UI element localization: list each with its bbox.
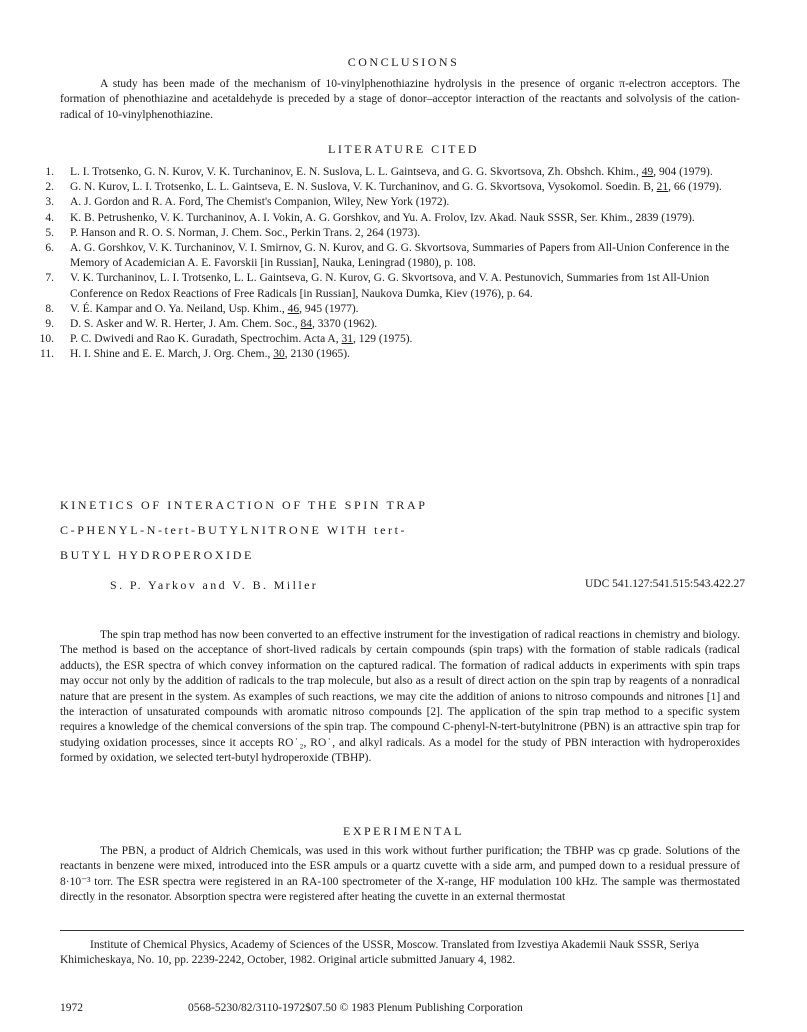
reference-number: 2. <box>45 181 54 194</box>
reference-body: P. C. Dwivedi and Rao K. Guradath, Spectrochim. Acta A, <box>70 333 342 346</box>
reference-pages: , 2130 (1965). <box>284 348 350 361</box>
reference-item <box>34 347 744 362</box>
reference-item <box>34 180 744 195</box>
reference-number: 4. <box>45 211 54 224</box>
reference-item <box>34 241 744 271</box>
reference-item <box>34 211 744 226</box>
reference-pages: , 945 (1977). <box>299 302 359 315</box>
footnote-rule <box>60 930 744 931</box>
reference-pages: , 3370 (1962). <box>312 318 378 331</box>
reference-number: 1. <box>45 166 54 178</box>
reference-pages: , 66 (1979). <box>668 181 722 194</box>
conclusions-heading: CONCLUSIONS <box>347 55 460 69</box>
reference-body: K. B. Petrushenko, V. K. Turchaninov, A. I. Vokin, A. G. Gorshkov, and Yu. A. Frolov, Izv. Akad. Nauk SSSR, Ser. Khim., 2839 (1979). <box>70 211 695 224</box>
reference-item <box>34 317 744 332</box>
reference-number: 5. <box>45 226 54 239</box>
article-title-line-3: BUTYL HYDROPEROXIDE <box>60 548 254 562</box>
reference-body: P. Hanson and R. O. S. Norman, J. Chem. Soc., Perkin Trans. 2, 264 (1973). <box>70 226 421 239</box>
reference-text <box>70 180 744 195</box>
reference-number: 3. <box>45 196 54 209</box>
reference-body: A. J. Gordon and R. A. Ford, The Chemist's Companion, Wiley, New York (1972). <box>70 196 450 209</box>
article-title-line-1: KINETICS OF INTERACTION OF THE SPIN TRAP <box>60 498 428 512</box>
reference-number: 10. <box>39 333 54 346</box>
page-number: 1972 <box>60 1002 83 1014</box>
reference-text <box>70 332 744 347</box>
reference-body: H. I. Shine and E. E. March, J. Org. Chem., <box>70 348 274 361</box>
reference-pages: , 904 (1979). <box>653 166 713 178</box>
reference-volume: 21 <box>656 181 669 194</box>
reference-number: 8. <box>45 302 54 315</box>
reference-item <box>34 302 744 317</box>
article-authors: S. P. Yarkov and V. B. Miller <box>110 578 319 592</box>
copyright-line: 0568-5230/82/3110-1972$07.50 © 1983 Plenum Publishing Corporation <box>188 1002 523 1014</box>
reference-body: G. N. Kurov, L. I. Trotsenko, L. L. Gaintseva, E. N. Suslova, V. K. Turchaninov, and G. G. Skvortsova, Vysokomol. Soedin. B, <box>70 181 657 194</box>
udc-code: UDC 541.127:541.515:543.422.27 <box>584 578 745 590</box>
reference-body: A. G. Gorshkov, V. K. Turchaninov, V. I. Smirnov, G. N. Kurov, and G. G. Skvortsova, Summaries of Papers from All-Union Conference in the Memory of Academician A. E. Favorskii [in Russian], Nauka, Leningrad (1980), p. 108. <box>70 242 730 270</box>
reference-volume: 46 <box>287 302 300 315</box>
reference-volume: 84 <box>300 318 312 331</box>
footnote: Institute of Chemical Physics, Academy of Sciences of the USSR, Moscow. Translated from Izvestiya Akademii Nauk SSSR, Seriya Khimicheskaya, No. 10, pp. 2239-2242, October, 1982. Original article submitted January 4, 1982. <box>60 939 700 966</box>
reference-text <box>70 195 744 210</box>
reference-volume: 30 <box>273 348 285 361</box>
reference-number: 7. <box>45 272 54 285</box>
reference-body: D. S. Asker and W. R. Herter, J. Am. Chem. Soc., <box>70 318 301 331</box>
reference-text <box>70 211 744 226</box>
reference-volume: 31 <box>341 333 353 346</box>
reference-body: V. É. Kampar and O. Ya. Neiland, Usp. Khim., <box>70 302 288 315</box>
reference-number: 6. <box>45 242 54 255</box>
reference-body: L. I. Trotsenko, G. N. Kurov, V. K. Turchaninov, E. N. Suslova, L. L. Gaintseva, and G. G. Skvortsova, Zh. Obshch. Khim., <box>70 166 642 178</box>
literature-cited-heading: LITERATURE CITED <box>328 142 479 156</box>
reference-text <box>70 165 744 180</box>
experimental-paragraph: The PBN, a product of Aldrich Chemicals, was used in this work without further purification; the TBHP was cp grade. Solutions of the reactants in benzene were mixed, introduced into the ESR ampuls or a quartz cuvette with a side arm, and pumped down to a residual pressure of 8·10⁻³ torr. The ESR spectra were registered in an RA-100 spectrometer of the X-range, HF modulation 100 kHz. The sample was thermostated directly in the resonator. Absorption spectra were registered after heating the cuvette in an external thermostat <box>60 845 740 904</box>
conclusions-text: A study has been made of the mechanism of 10-vinylphenothiazine hydrolysis in the presence of organic π-electron acceptors. The formation of phenothiazine and acetaldehyde is preceded by a stage of donor–acceptor interaction of the reactants and solvolysis of the cation-radical of 10-vinylphenothiazine. <box>60 78 740 121</box>
reference-list <box>34 165 744 363</box>
intro-paragraph: The spin trap method has now been converted to an effective instrument for the investigation of radical reactions in chemistry and biology. The method is based on the acceptance of short-lived radicals by certain compounds (spin traps) with the formation of stable radicals (radical adducts), the ESR spectra of which convey information on the captured radical. The formation of radical adducts in experiments with spin traps may occur not only by the addition of radicals to the trap molecule, but also as a result of direct action on the spin trap by reagents of a nonradical nature that are present in the system. As examples of such reactions, we may cite the addition of anions to nitroso compounds and nitrones [1] and the interaction of unsaturated compounds with aromatic nitroso compounds [2]. The application of the spin trap method to a specific system requires a knowledge of the chemical conversions of the spin trap. The compound C-phenyl-N-tert-butylnitrone (PBN) is an attractive spin trap for studying oxidation processes, since it accepts RO˙₂, RO˙, and alkyl radicals. As a model for the study of PBN interaction with hydroperoxides formed by oxidation, we selected tert-butyl hydroperoxide (TBHP). <box>60 629 740 765</box>
reference-number: 11. <box>40 348 54 361</box>
reference-text <box>70 302 744 317</box>
reference-text <box>70 241 744 271</box>
reference-item <box>34 195 744 210</box>
reference-number: 9. <box>45 318 54 331</box>
reference-item <box>34 165 744 180</box>
experimental-heading: EXPERIMENTAL <box>342 824 465 838</box>
reference-item <box>34 271 744 301</box>
reference-item <box>34 226 744 241</box>
reference-volume: 49 <box>641 166 654 178</box>
reference-text <box>70 347 744 362</box>
reference-pages: , 129 (1975). <box>353 333 413 346</box>
reference-text <box>70 271 744 301</box>
article-title-line-2: C-PHENYL-N-tert-BUTYLNITRONE WITH tert- <box>60 523 408 537</box>
reference-item <box>34 332 744 347</box>
reference-text <box>70 226 744 241</box>
reference-body: V. K. Turchaninov, L. I. Trotsenko, L. L. Gaintseva, G. N. Kurov, G. G. Skvortsova, and V. A. Pestunovich, Summaries from 1st All-Union Conference on Redox Reactions of Free Radicals [in Russian], Naukova Dumka, Kiev (1976), p. 64. <box>70 272 710 300</box>
reference-text <box>70 317 744 332</box>
